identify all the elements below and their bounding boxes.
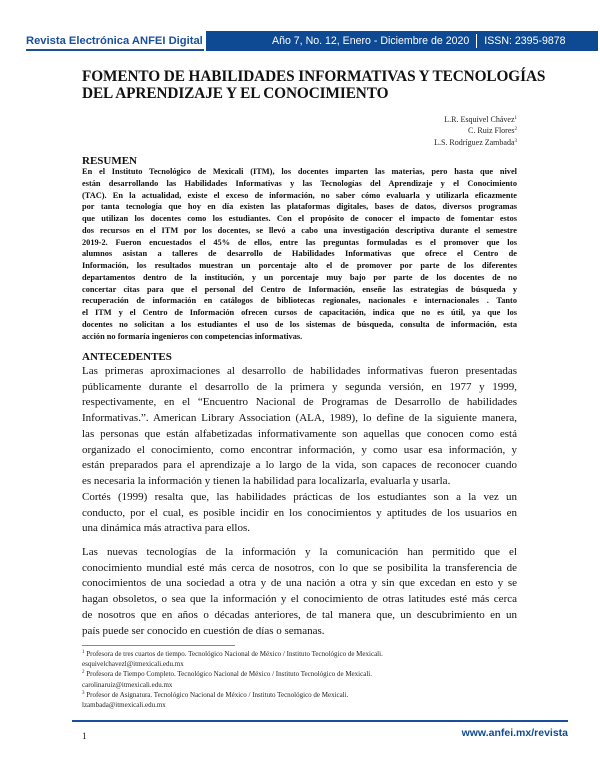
text-line: están preparados para el aprendizaje a lo largo de la vida, son capaces de reconocer cuando — [82, 459, 517, 472]
authors — [434, 114, 517, 148]
text-line: dos recursos en el ITM por los docentes, se llevó a cabo una investigación descriptiva durante el semestre — [82, 225, 517, 235]
text-line: una dinámica más atractiva para ellos. — [82, 522, 250, 535]
separator — [476, 34, 477, 48]
paragraph — [82, 364, 517, 490]
text-line: recuperación de información en catálogos de bibliotecas regionales, nacionales e internacionales . Tanto — [82, 296, 517, 306]
text-line: departamentos dentro de la institución, y un porcentaje muy bajo por parte de los docentes de no — [82, 272, 517, 282]
footnote-marker: 3 — [82, 690, 85, 696]
footnote-email[interactable]: esquivelchavezl@itmexicali.edu.mx — [82, 660, 184, 669]
footnote — [82, 649, 383, 659]
text-line: respectivamente, en el “Encuentro Nacional de Programas de Desarrollo de habilidades — [82, 396, 517, 409]
page-number: 1 — [82, 731, 87, 741]
resumen-heading: RESUMEN — [82, 155, 138, 167]
text-line: conocimiento mundial esté más cerca de nosotros, con lo que se posibilita la transferencia de — [82, 561, 517, 574]
text-line: En el Instituto Tecnológico de Mexicali (ITM), los docentes imparten las materias, pero hasta que nivel — [82, 167, 517, 176]
paragraph — [82, 545, 517, 639]
footer-rule — [72, 720, 568, 722]
text-line: es necesaria la información y tienen la habilidad para localizarla, evaluarla y usarla. — [82, 474, 451, 487]
text-line: están desarrollando las Habilidades Informativas y las Tecnologías del Aprendizaje y el Conocimiento — [82, 178, 517, 188]
text-line: conocimientos de una sociedad a otra y de una nación a otra y sin que excedan en esto y se — [82, 577, 517, 590]
antecedentes-heading: ANTECEDENTES — [82, 351, 172, 363]
abstract-text — [82, 166, 517, 342]
journal-name: Revista Electrónica ANFEI Digital — [26, 33, 204, 51]
text-line: acción no formaría ingenieros con competencias informativas. — [82, 331, 303, 341]
text-line: (TAC). En la actualidad, existe el exceso de información, no saber cómo evaluarla y utilizarla eficazmente — [82, 190, 517, 200]
footnote — [82, 690, 383, 700]
footnote-text: Profesora de Tiempo Completo. Tecnológico Nacional de México / Instituto Tecnológico de Mexicali. — [86, 670, 372, 679]
footnote-text: Profesora de tres cuartos de tiempo. Tecnológico Nacional de México / Instituto Tecnológico de Mexicali. — [86, 650, 383, 658]
author: L.R. Esquivel Chávez$^1$ — [444, 115, 517, 124]
footnote-marker: 2 — [82, 670, 85, 676]
text-line: las personas que están alfabetizadas informativamente son aquellas que conocen como está — [82, 427, 517, 440]
text-line: que utilizan los docentes como los estudiantes. Con el propósito de conocer el impacto de fomentar estos — [82, 214, 517, 223]
footnote — [82, 669, 383, 679]
issue-banner — [206, 31, 598, 51]
article-title — [82, 68, 545, 102]
text-line: conducto, por el cual, es posible incidir en los conocimientos y aptitudes de los usuarios en — [82, 506, 517, 519]
footnote-text: Profesor de Asignatura. Tecnológico Nacional de México / Instituto Tecnológico de Mexicali. — [86, 690, 349, 699]
text-line: 2019-2. Fueron encuestados el 45% de ellos, entre las preguntas formuladas es el promover que los — [82, 237, 517, 247]
text-line: concertar citas para que el personal del Centro de Información, enseñe las estrategias de búsqueda y — [82, 284, 517, 294]
author: C. Ruiz Flores$^2$ — [468, 126, 517, 136]
issue-info: Año 7, No. 12, Enero - Diciembre de 2020 — [272, 35, 470, 47]
text-line: organizado el conocimiento, como encontrar información, y como usar esa información, y — [82, 443, 517, 456]
title-line: FOMENTO DE HABILIDADES INFORMATIVAS Y TECNOLOGÍAS — [82, 68, 546, 85]
footnote-marker: 1 — [82, 650, 85, 655]
text-line: país puede ser conocido en cuestión de días o semanas. — [82, 624, 325, 637]
text-line: Las primeras aproximaciones al desarrollo de habilidades informativas fueron presentadas — [82, 365, 517, 377]
text-line: Información, los resultados muestran un porcentaje alto el de promover por parte de los diferentes — [82, 261, 517, 270]
footnote-email[interactable]: lzambada@itmexicali.edu.mx — [82, 701, 166, 710]
text-line: Las nuevas tecnologías de la información y la comunicación han permitido que el — [82, 546, 517, 558]
text-line: el ITM y el Centro de Información ofrecen cursos de capacitación, indica que no es útil, ya que los — [82, 308, 517, 317]
text-line: Cortés (1999) resalta que, las habilidades prácticas de los estudiantes son a la vez un — [82, 491, 517, 503]
text-line: Informativas.”. American Library Association (ALA, 1989), lo define de la siguiente manera, — [82, 412, 517, 425]
text-line: alumnos asistan a talleres de desarrollo de Habilidades Informativas que ofrece el Centro de — [82, 249, 517, 259]
text-line: docentes no solicitan a los estudiantes el uso de los sistemas de búsqueda, consulta de información, esta — [82, 319, 517, 329]
title-line: DEL APRENDIZAJE Y EL CONOCIMIENTO — [82, 85, 389, 102]
text-line: de nosotros que en años o décadas anteriores, de tal manera que, un descubrimiento en un — [82, 608, 517, 621]
footnote-rule — [82, 645, 235, 646]
text-line: hagan obsoletos, o sea que la información y el conocimiento de otras latitudes esté más cerca — [82, 593, 517, 606]
text-line: por tanta tecnología que hoy en día existen las plataformas digitales, bases de datos, diversos programas — [82, 202, 517, 212]
text-line: públicamente durante el desarrollo de la primera y segunda versión, en 1977 y 1999, — [82, 380, 517, 393]
issn: ISSN: 2395-9878 — [484, 35, 566, 47]
journal-url[interactable]: www.anfei.mx/revista — [461, 727, 568, 739]
author: L.S. Rodríguez Zambada$^3$ — [434, 137, 517, 147]
footnotes — [82, 649, 383, 710]
footnote-email[interactable]: carolinaruiz@itmexicali.edu.mx — [82, 680, 173, 689]
paragraph — [82, 490, 517, 537]
